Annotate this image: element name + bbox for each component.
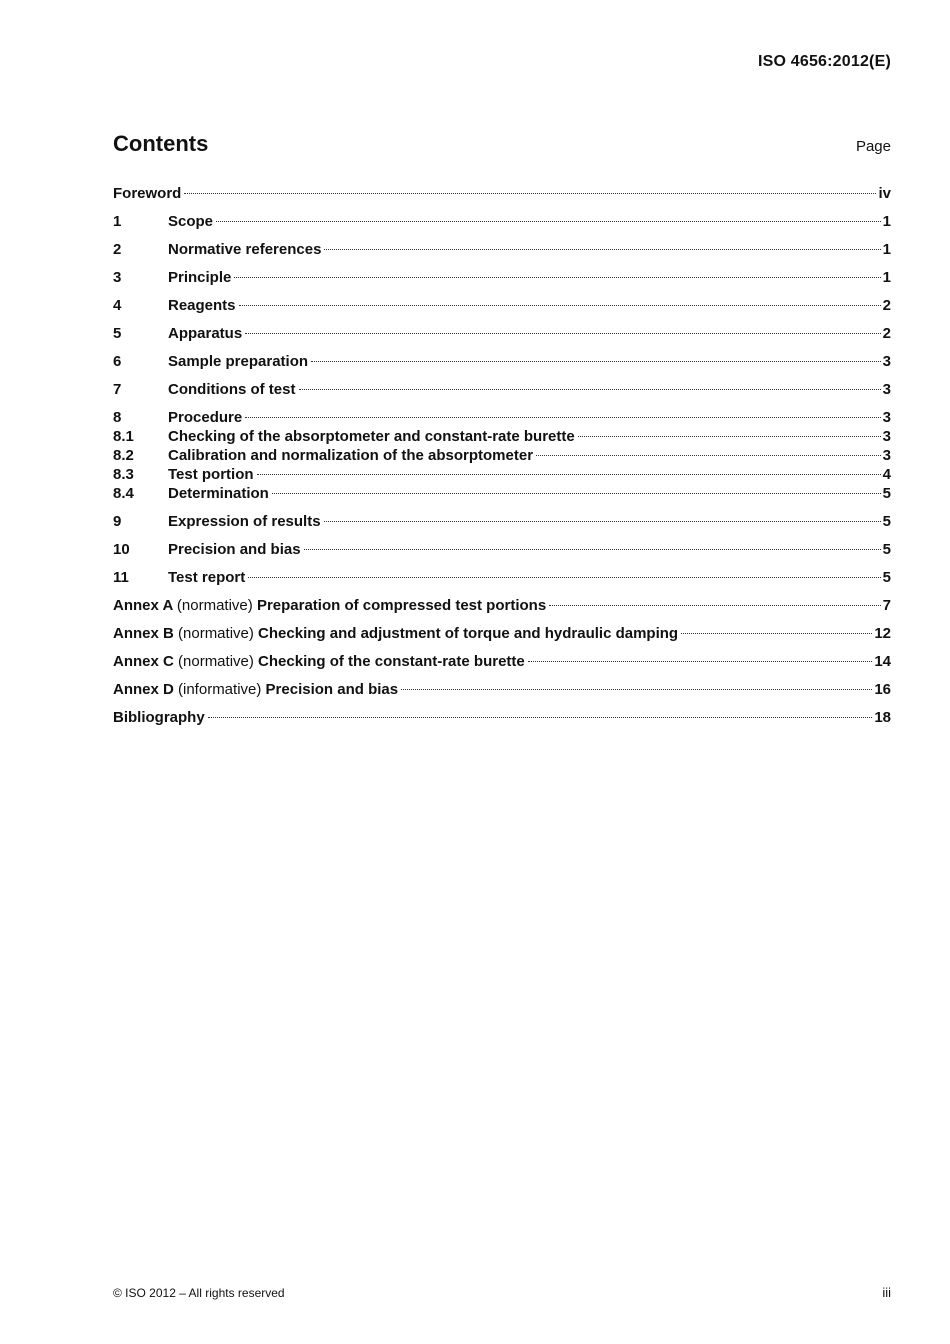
toc-page: 2 <box>882 297 891 314</box>
toc-entry-principle[interactable] <box>113 268 891 287</box>
toc-title <box>113 680 398 699</box>
toc-title: Principle <box>168 269 232 286</box>
toc-title: Determination <box>168 485 269 502</box>
toc-entry-scope[interactable] <box>113 212 891 231</box>
toc-entry-8-2[interactable] <box>113 446 891 465</box>
toc-title: Foreword <box>113 185 182 202</box>
toc-leader <box>578 436 881 437</box>
table-of-contents <box>113 184 891 727</box>
toc-page: 4 <box>882 466 891 483</box>
toc-number: 3 <box>113 269 122 286</box>
toc-number: 6 <box>113 353 122 370</box>
annex-title: Precision and bias <box>265 681 399 698</box>
toc-leader <box>234 277 880 278</box>
toc-title: Test report <box>168 569 246 586</box>
toc-page: 3 <box>882 428 891 445</box>
document-id: ISO 4656:2012(E) <box>757 53 891 70</box>
toc-title: Scope <box>168 213 214 230</box>
annex-label: Annex C <box>113 653 174 670</box>
toc-leader <box>324 249 880 250</box>
toc-number: 9 <box>113 513 122 530</box>
toc-page: 3 <box>882 381 891 398</box>
toc-leader <box>272 493 881 494</box>
annex-kind: (normative) <box>178 625 254 642</box>
toc-number: 10 <box>113 541 130 558</box>
toc-entry-annex-d[interactable] <box>113 680 891 699</box>
toc-page: 1 <box>882 241 891 258</box>
toc-entry-reagents[interactable] <box>113 296 891 315</box>
toc-entry-8-4[interactable] <box>113 484 891 503</box>
toc-entry-normative-references[interactable] <box>113 240 891 259</box>
toc-leader <box>528 661 873 662</box>
toc-number: 11 <box>113 569 129 586</box>
toc-leader <box>208 717 873 718</box>
toc-leader <box>245 333 880 334</box>
toc-page: 5 <box>882 485 891 502</box>
toc-number: 2 <box>113 241 122 258</box>
toc-page: 3 <box>882 409 891 426</box>
toc-entry-procedure[interactable] <box>113 408 891 427</box>
toc-page: 1 <box>882 213 891 230</box>
toc-page: 12 <box>874 625 891 642</box>
toc-entry-conditions-of-test[interactable] <box>113 380 891 399</box>
toc-page: 3 <box>882 353 891 370</box>
toc-title: Test portion <box>168 466 254 483</box>
toc-leader <box>324 521 881 522</box>
toc-leader <box>311 361 881 362</box>
toc-title: Conditions of test <box>168 381 296 398</box>
toc-page: 14 <box>874 653 891 670</box>
annex-title: Checking of the constant-rate burette <box>258 653 525 670</box>
toc-entry-annex-a[interactable] <box>113 596 891 615</box>
toc-leader <box>216 221 881 222</box>
annex-kind: (informative) <box>178 681 262 698</box>
toc-number: 4 <box>113 297 122 314</box>
toc-entry-sample-preparation[interactable] <box>113 352 891 371</box>
toc-leader <box>257 474 881 475</box>
toc-title <box>113 596 546 615</box>
toc-entry-bibliography[interactable] <box>113 708 891 727</box>
toc-leader <box>184 193 876 194</box>
toc-number: 7 <box>113 381 122 398</box>
toc-leader <box>239 305 881 306</box>
toc-entry-8-1[interactable] <box>113 427 891 446</box>
toc-title <box>113 652 525 671</box>
toc-number: 5 <box>113 325 122 342</box>
toc-title: Checking of the absorptometer and constant-rate burette <box>168 428 575 445</box>
toc-page: 2 <box>882 325 891 342</box>
toc-title <box>113 624 678 643</box>
annex-label: Annex A <box>113 597 173 614</box>
contents-title: Contents <box>113 131 209 156</box>
toc-entry-apparatus[interactable] <box>113 324 891 343</box>
toc-title: Reagents <box>168 297 236 314</box>
toc-entry-8-3[interactable] <box>113 465 891 484</box>
toc-title: Calibration and normalization of the absorptometer <box>168 447 534 464</box>
toc-number: 8.4 <box>113 485 134 502</box>
toc-title: Expression of results <box>168 513 321 530</box>
toc-leader <box>299 389 881 390</box>
annex-kind: (normative) <box>178 653 254 670</box>
toc-page: 1 <box>882 269 891 286</box>
toc-page: iv <box>878 185 891 202</box>
annex-label: Annex B <box>113 625 174 642</box>
footer-copyright: © ISO 2012 – All rights reserved <box>113 1286 285 1300</box>
toc-page: 5 <box>882 513 891 530</box>
toc-number: 1 <box>113 213 122 230</box>
toc-leader <box>248 577 880 578</box>
annex-kind: (normative) <box>176 597 253 614</box>
annex-title: Checking and adjustment of torque and hydraulic damping <box>258 625 679 642</box>
footer-page-number: iii <box>882 1285 891 1300</box>
toc-entry-precision-and-bias[interactable] <box>113 540 891 559</box>
toc-title: Procedure <box>168 409 243 426</box>
page-column-label: Page <box>855 138 891 155</box>
annex-label: Annex D <box>113 681 174 698</box>
toc-title: Apparatus <box>168 325 243 342</box>
toc-entry-expression-of-results[interactable] <box>113 512 891 531</box>
annex-title: Preparation of compressed test portions <box>256 597 547 614</box>
toc-number: 8.1 <box>113 428 134 445</box>
toc-entry-annex-c[interactable] <box>113 652 891 671</box>
toc-leader <box>549 605 880 606</box>
toc-entry-annex-b[interactable] <box>113 624 891 643</box>
toc-page: 18 <box>874 709 891 726</box>
toc-leader <box>245 417 880 418</box>
toc-page: 5 <box>882 541 891 558</box>
toc-entry-foreword[interactable] <box>113 184 891 203</box>
toc-title: Normative references <box>168 241 322 258</box>
toc-entry-test-report[interactable] <box>113 568 891 587</box>
toc-leader <box>401 689 872 690</box>
toc-leader <box>536 455 881 456</box>
toc-page: 7 <box>882 597 891 614</box>
toc-title: Precision and bias <box>168 541 301 558</box>
toc-number: 8 <box>113 409 122 426</box>
toc-page: 16 <box>874 681 891 698</box>
toc-number: 8.2 <box>113 447 134 464</box>
toc-title: Bibliography <box>113 709 205 726</box>
toc-number: 8.3 <box>113 466 134 483</box>
toc-title: Sample preparation <box>168 353 309 370</box>
toc-leader <box>304 549 881 550</box>
toc-leader <box>681 633 872 634</box>
toc-page: 3 <box>882 447 891 464</box>
toc-page: 5 <box>882 569 891 586</box>
